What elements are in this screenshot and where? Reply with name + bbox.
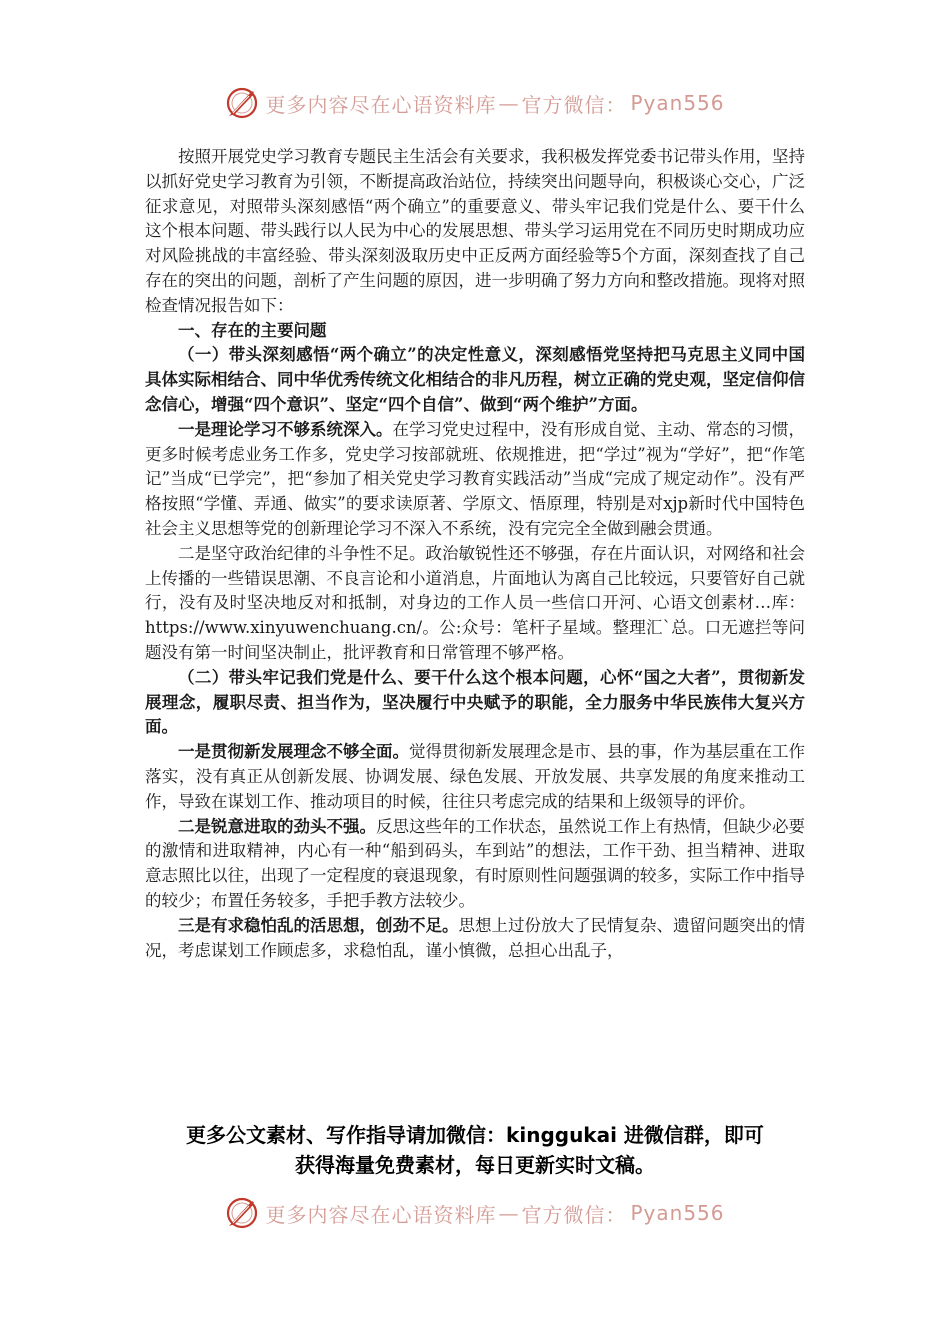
paragraph-body: 思想上过份放大了民情复杂、遗留问题突出的情况，考虑谋划工作顾虑多，求稳怕乱，谨小慎微，总担心出乱子， xyxy=(145,915,805,960)
paragraph-body: 觉得贯彻新发展理念是市、县的事，作为基层重在工作落实，没有真正从创新发展、协调发展、绿色发展、开放发展、共享发展的角度来推动工作，导致在谋划工作、推动项目的时候，往往只考虑完成的结果和上级领导的评价。 xyxy=(145,742,805,811)
paragraph-body: 政治敏锐性还不够强，存在片面认识，对网络和社会上传播的一些错误思潮、不良言论和小道消息，片面地认为离自己比较远，只要管好自己就行，没有及时坚决地反对和抵制，对身边的工作人员一些信口开河、心语文创素材…库：https://www.xinyuwenchuang.cn/。公:众号：笔杆子星域。整理汇`总。口无遮拦等问题没有第一时间坚决制止，批评教育和日常管理不够严格。 xyxy=(145,543,805,662)
watermark-separator: — xyxy=(498,91,520,115)
problem-paragraph-2 xyxy=(145,542,805,666)
problem-paragraph-5 xyxy=(145,914,805,964)
watermark-text: 更多内容尽在心语资料库 xyxy=(265,1202,497,1227)
paragraph-lead: 二是锐意进取的劲头不强。 xyxy=(178,816,376,836)
paragraph-lead: 一是贯彻新发展理念不够全面。 xyxy=(178,742,409,762)
paragraph-lead: 一是理论学习不够系统深入。 xyxy=(178,419,393,439)
promo-line-2: 获得海量免费素材，每日更新实时文稿。 xyxy=(295,1153,655,1177)
problem-paragraph-4 xyxy=(145,815,805,914)
watermark-header xyxy=(0,83,950,123)
subsection-heading-1: （一）带头深刻感悟“两个确立”的决定性意义，深刻感悟党坚持把马克思主义同中国具体实际相结合、同中华优秀传统文化相结合的非凡历程，树立正确的党史观，坚定信仰信念信心，增强“四个意识”、坚定“四个自信”、做到“两个维护”方面。 xyxy=(145,345,805,414)
paragraph-lead: 二是坚守政治纪律的斗争性不足。 xyxy=(178,543,426,563)
quill-logo-icon xyxy=(225,86,259,120)
intro-paragraph: 按照开展党史学习教育专题民主生活会有关要求，我积极发挥党委书记带头作用，坚持以抓好党史学习教育为引领，不断提高政治站位，持续突出问题导向，积极谈心交心，广泛征求意见，对照带头深刻感悟“两个确立”的重要意义、带头牢记我们党是什么、要干什么这个根本问题、带头践行以人民为中心的发展思想、带头学习运用党在不同历史时期成功应对风险挑战的丰富经验、带头深刻汲取历史中正反两方面经验等5个方面，深刻查找了自己存在的突出的问题，剖析了产生问题的原因，进一步明确了努力方向和整改措施。现将对照检查情况报告如下： xyxy=(145,147,805,315)
watermark-wechat-id: Pyan556 xyxy=(630,1201,725,1225)
watermark-footer xyxy=(0,1193,950,1233)
document-body xyxy=(145,145,805,1117)
problem-paragraph-1 xyxy=(145,418,805,542)
watermark-wechat-id: Pyan556 xyxy=(630,91,725,115)
quill-logo-icon xyxy=(225,1196,259,1230)
paragraph-body: 反思这些年的工作状态，虽然说工作上有热情，但缺少必要的激情和进取精神，内心有一种“船到码头，车到站”的想法，工作干劲、担当精神、进取意志照比以往，出现了一定程度的衰退现象，有时原则性问题强调的较多，实际工作中指导的较少；布置任务较多，手把手教方法较少。 xyxy=(145,816,805,910)
paragraph-lead: 三是有求稳怕乱的活思想，创劲不足。 xyxy=(178,915,459,935)
problem-paragraph-3 xyxy=(145,740,805,814)
watermark-separator: — xyxy=(498,1201,520,1225)
promo-banner xyxy=(140,1120,810,1180)
paragraph-body: 在学习党史过程中，没有形成自觉、主动、常态的习惯，更多时候考虑业务工作多，党史学习按部就班、依规推进，把“学过”视为“学好”，把“作笔记”当成“已学完”，把“参加了相关党史学习教育实践活动”当成“完成了规定动作”。没有严格按照“学懂、弄通、做实”的要求读原著、学原文、悟原理，特别是对xjp新时代中国特色社会主义思想等党的创新理论学习不深入不系统，没有完完全全做到融会贯通。 xyxy=(145,419,805,538)
section-heading: 一、存在的主要问题 xyxy=(178,320,327,340)
watermark-label: 官方微信： xyxy=(521,92,627,117)
subsection-heading-2: （二）带头牢记我们党是什么、要干什么这个根本问题，心怀“国之大者”，贯彻新发展理念，履职尽责、担当作为，坚决履行中央赋予的职能，全力服务中华民族伟大复兴方面。 xyxy=(145,667,805,737)
watermark-label: 官方微信： xyxy=(521,1202,627,1227)
promo-line-1: 更多公文素材、写作指导请加微信：kinggukai 进微信群，即可 xyxy=(186,1123,764,1147)
watermark-text: 更多内容尽在心语资料库 xyxy=(265,92,497,117)
